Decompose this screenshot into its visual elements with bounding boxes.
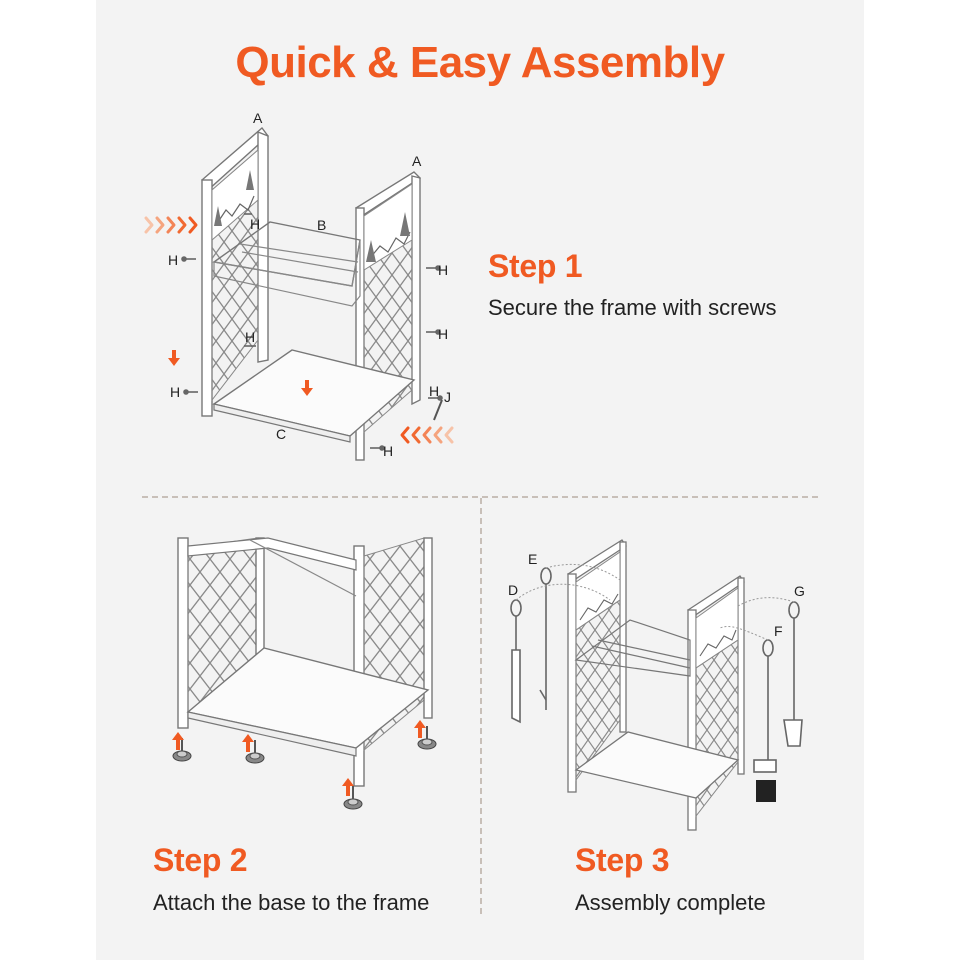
step3-description: Assembly complete bbox=[575, 890, 766, 915]
step1-title: Step 1 bbox=[488, 248, 583, 284]
label-h: H bbox=[245, 329, 256, 345]
label-g: G bbox=[794, 583, 805, 599]
label-h: H bbox=[438, 326, 449, 342]
label-h: H bbox=[429, 383, 440, 399]
label-c: C bbox=[276, 426, 287, 442]
label-h: H bbox=[250, 216, 261, 232]
label-a-left: A bbox=[253, 110, 263, 126]
label-b: B bbox=[317, 217, 327, 233]
label-f: F bbox=[774, 623, 783, 639]
step3-title: Step 3 bbox=[575, 842, 670, 878]
label-a-right: A bbox=[412, 153, 422, 169]
brush-head bbox=[756, 780, 776, 802]
label-h: H bbox=[438, 262, 449, 278]
label-h: H bbox=[168, 252, 179, 268]
step1-description: Secure the frame with screws bbox=[488, 295, 777, 320]
page-title: Quick & Easy Assembly bbox=[235, 38, 725, 87]
part-labels-step3 bbox=[508, 551, 805, 639]
label-e: E bbox=[528, 551, 538, 567]
step2-description: Attach the base to the frame bbox=[153, 890, 430, 915]
label-h: H bbox=[383, 443, 394, 459]
label-h: H bbox=[170, 384, 181, 400]
label-j: J bbox=[444, 389, 451, 405]
label-d: D bbox=[508, 582, 519, 598]
step2-title: Step 2 bbox=[153, 842, 248, 878]
